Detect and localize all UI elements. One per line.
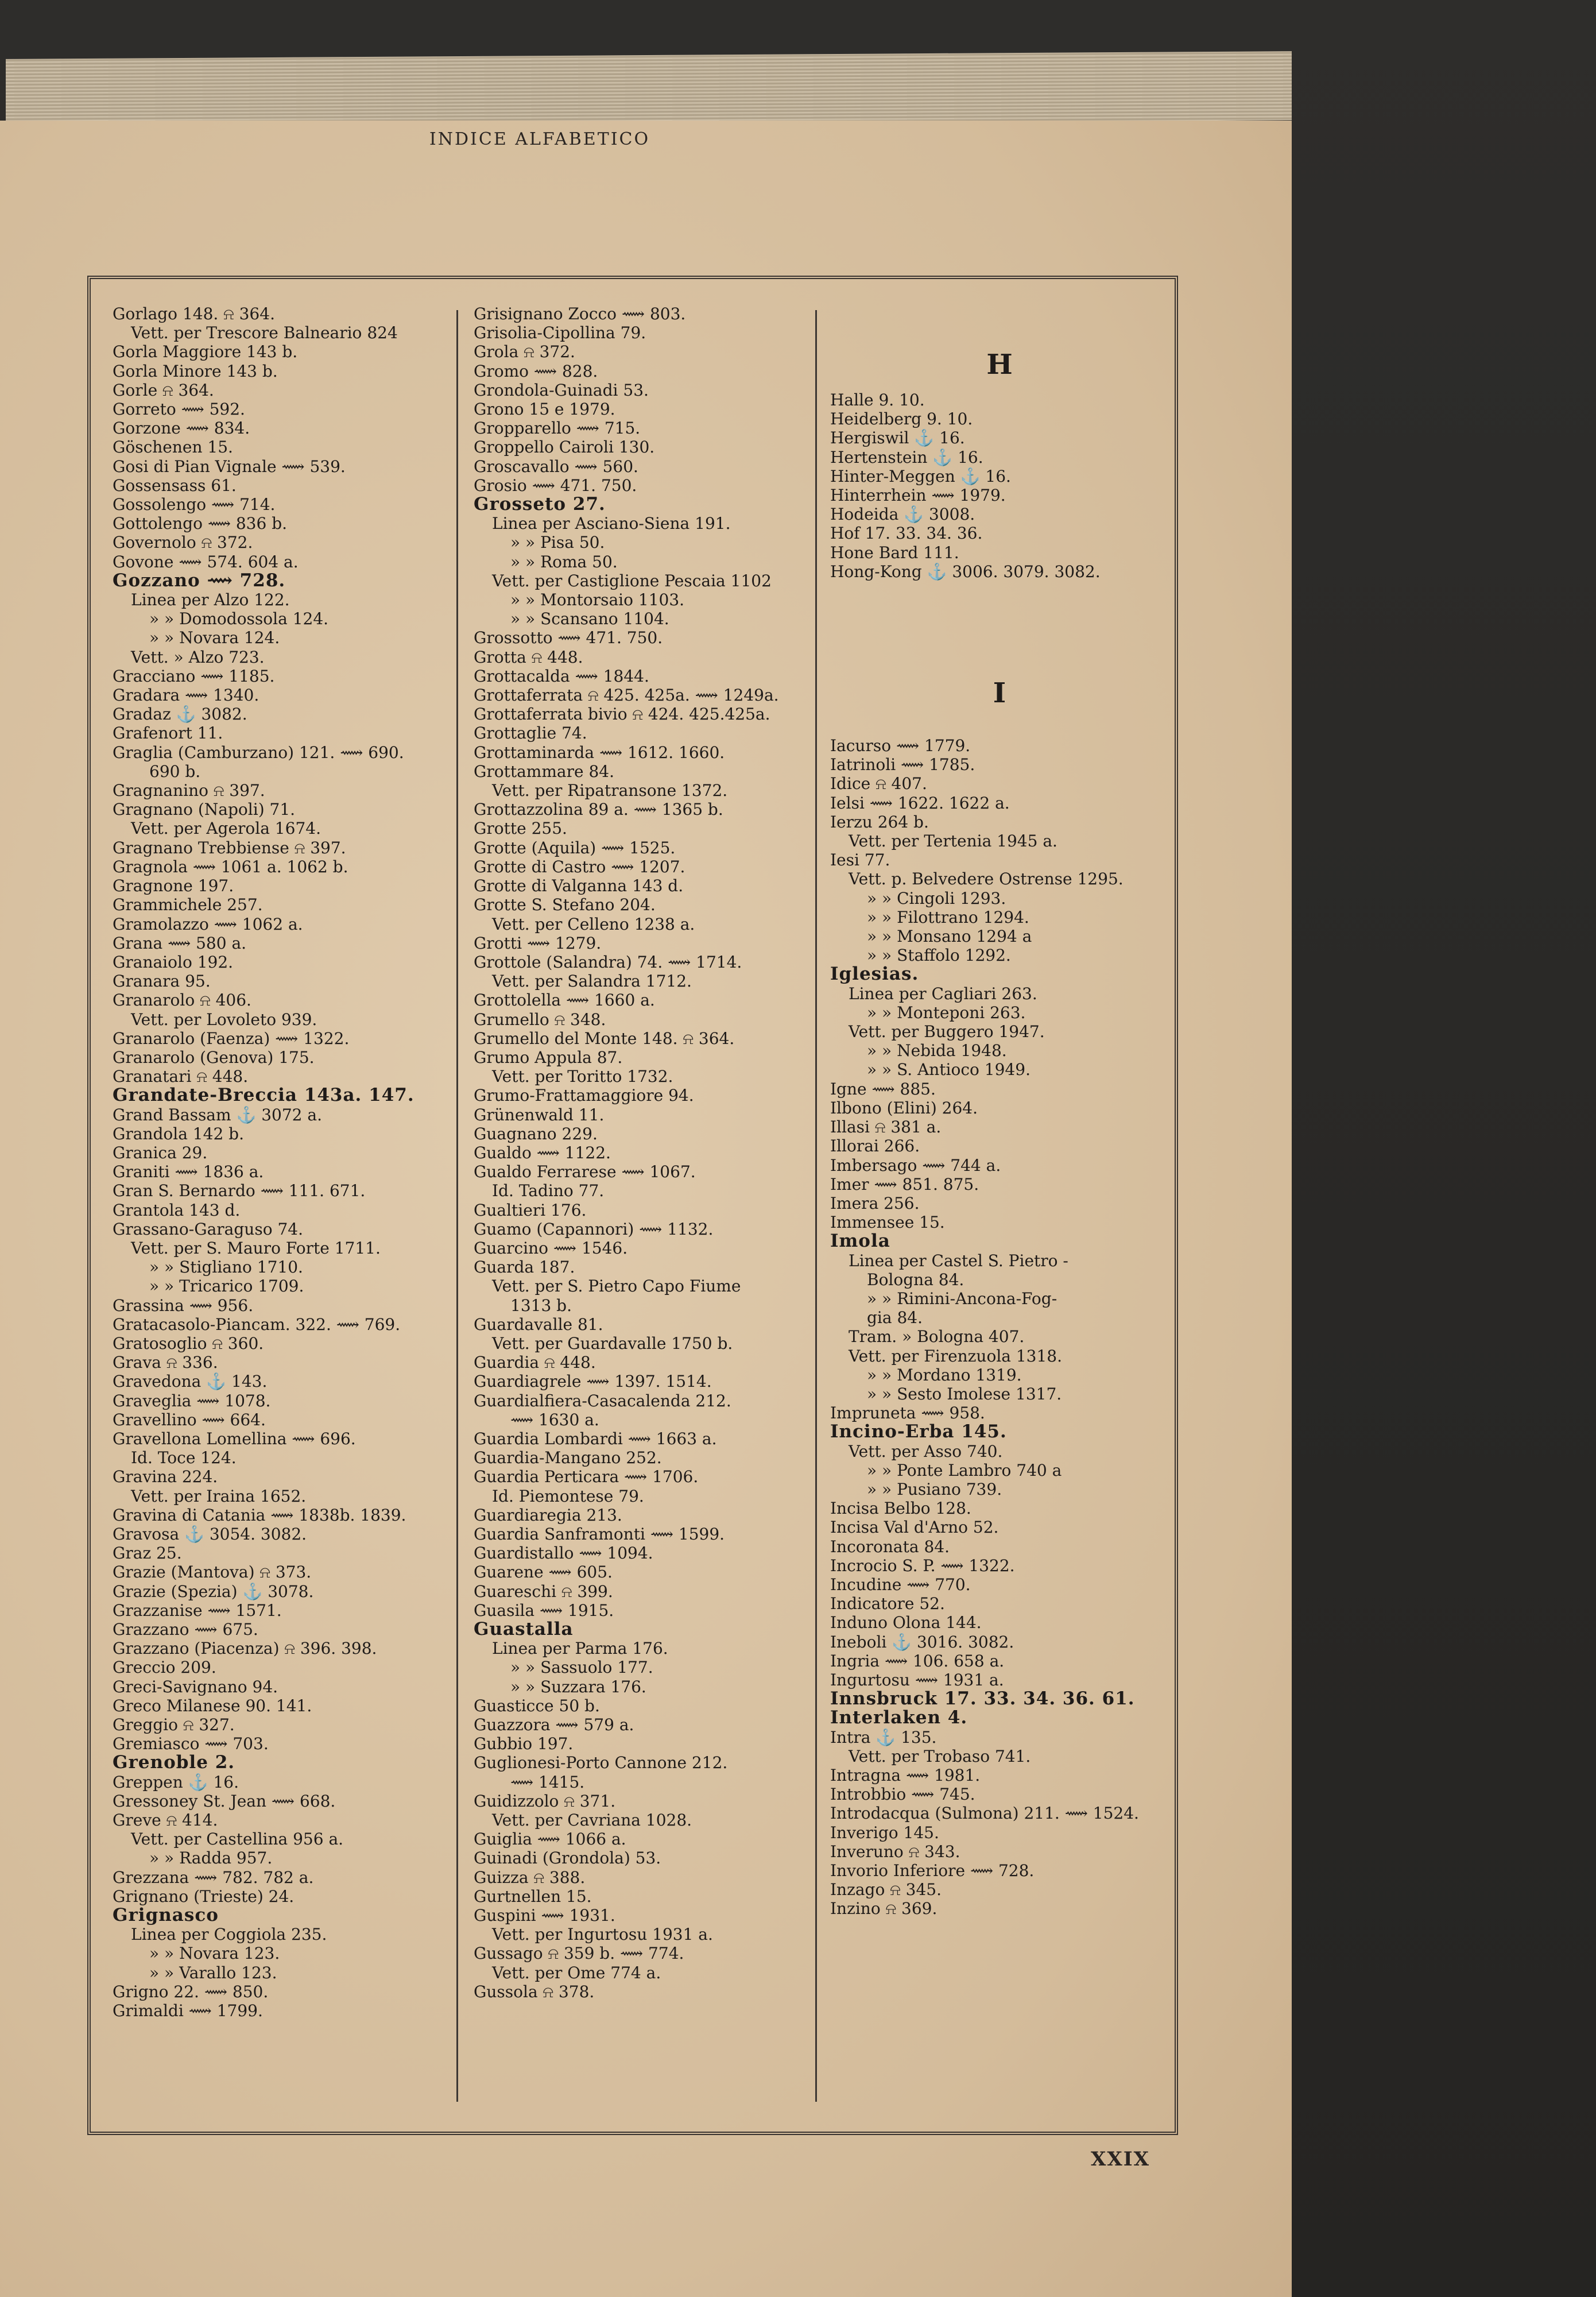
column-rule-2 bbox=[815, 310, 817, 2102]
index-entry: Iglesias. bbox=[830, 964, 919, 985]
index-entry: Grazzanise ⟿ 1571. bbox=[113, 1600, 282, 1620]
index-entry: Impruneta ⟿ 958. bbox=[830, 1403, 985, 1423]
index-entry: Linea per Parma 176. bbox=[492, 1639, 668, 1658]
index-entry: Grazzano (Piacenza) ⍾ 396. 398. bbox=[113, 1639, 377, 1658]
index-column-2 bbox=[474, 304, 812, 2001]
index-entry: Gorle ⍾ 364. bbox=[113, 380, 214, 400]
index-entry: Grisolia-Cipollina 79. bbox=[474, 323, 646, 343]
index-entry: Tram. » Bologna 407. bbox=[849, 1327, 1025, 1347]
index-entry: Hergiswil ⚓ 16. bbox=[830, 428, 965, 448]
index-entry: Guardavalle 81. bbox=[474, 1314, 603, 1334]
index-entry: Grotte di Castro ⟿ 1207. bbox=[474, 857, 685, 876]
index-entry: Gragnano (Napoli) 71. bbox=[113, 800, 296, 819]
index-entry: Heidelberg 9. 10. bbox=[830, 409, 973, 429]
index-entry: Gravellona Lomellina ⟿ 696. bbox=[113, 1429, 356, 1448]
index-entry: Guinadi (Grondola) 53. bbox=[474, 1849, 661, 1868]
index-entry: Grotte (Aquila) ⟿ 1525. bbox=[474, 838, 676, 857]
index-entry: Introdacqua (Sulmona) 211. ⟿ 1524. bbox=[830, 1804, 1139, 1823]
index-entry: Groppello Cairoli 130. bbox=[474, 438, 655, 457]
index-entry: Vett. per Ingurtosu 1931 a. bbox=[492, 1925, 713, 1944]
index-entry: Intra ⚓ 135. bbox=[830, 1727, 937, 1747]
index-entry: ⟿ 1415. bbox=[510, 1772, 585, 1792]
index-entry: Grezzana ⟿ 782. 782 a. bbox=[113, 1867, 314, 1887]
index-entry: Grottaminarda ⟿ 1612. 1660. bbox=[474, 743, 725, 762]
index-entry: Vett. per Cavriana 1028. bbox=[492, 1811, 692, 1830]
index-entry: Gragnola ⟿ 1061 a. 1062 b. bbox=[113, 857, 348, 876]
index-entry: Guardia Sanframonti ⟿ 1599. bbox=[474, 1525, 725, 1544]
index-entry: Incisa Val d'Arno 52. bbox=[830, 1518, 999, 1537]
index-entry: Vett. per Toritto 1732. bbox=[492, 1067, 673, 1086]
index-entry: Bologna 84. bbox=[867, 1270, 964, 1289]
index-entry: Gragnano Trebbiense ⍾ 397. bbox=[113, 838, 346, 857]
index-entry: Guardialfiera-Casacalenda 212. bbox=[474, 1391, 731, 1410]
index-entry: Graz 25. bbox=[113, 1544, 182, 1563]
index-entry: Gubbio 197. bbox=[474, 1734, 574, 1754]
index-entry: Guardiaregia 213. bbox=[474, 1505, 622, 1525]
index-entry: Linea per Cagliari 263. bbox=[849, 984, 1037, 1003]
index-entry: Vett. per Buggero 1947. bbox=[849, 1022, 1045, 1042]
index-entry: Grafenort 11. bbox=[113, 724, 223, 743]
index-entry: Linea per Asciano-Siena 191. bbox=[492, 514, 731, 533]
page-header: INDICE ALFABETICO bbox=[429, 129, 650, 149]
index-entry: Gottolengo ⟿ 836 b. bbox=[113, 514, 288, 533]
index-entry: Guardia ⍾ 448. bbox=[474, 1353, 596, 1372]
index-entry: » » Monsano 1294 a bbox=[867, 927, 1032, 946]
index-entry: Hertenstein ⚓ 16. bbox=[830, 447, 983, 467]
index-entry: Grottaferrata bivio ⍾ 424. 425.425a. bbox=[474, 705, 770, 724]
index-entry: Hong-Kong ⚓ 3006. 3079. 3082. bbox=[830, 562, 1101, 581]
index-entry: » » Rimini-Ancona-Fog- bbox=[867, 1289, 1057, 1308]
index-entry: Induno Olona 144. bbox=[830, 1613, 982, 1633]
index-entry: Gualtieri 176. bbox=[474, 1200, 587, 1220]
index-entry: Grava ⍾ 336. bbox=[113, 1353, 218, 1372]
index-entry: Vett. per Trescore Balneario 824 bbox=[131, 323, 398, 343]
index-entry: Granarolo ⍾ 406. bbox=[113, 991, 251, 1010]
section-letter-i: I bbox=[993, 677, 1006, 710]
index-entry: Gravina 224. bbox=[113, 1467, 218, 1487]
index-entry: Grisignano Zocco ⟿ 803. bbox=[474, 304, 686, 323]
index-entry: Halle 9. 10. bbox=[830, 390, 925, 409]
index-entry: » » Varallo 123. bbox=[149, 1963, 277, 1982]
index-entry: » » Suzzara 176. bbox=[510, 1677, 646, 1696]
index-entry: Greci-Savignano 94. bbox=[113, 1677, 278, 1696]
index-entry: Gualdo Ferrarese ⟿ 1067. bbox=[474, 1162, 696, 1182]
index-entry: Groscavallo ⟿ 560. bbox=[474, 457, 638, 476]
index-entry: » » Domodossola 124. bbox=[149, 609, 329, 629]
index-entry: 1313 b. bbox=[510, 1296, 572, 1315]
index-entry: Imera 256. bbox=[830, 1193, 920, 1213]
index-entry: Id. Piemontese 79. bbox=[492, 1486, 644, 1506]
index-entry: Grottazzolina 89 a. ⟿ 1365 b. bbox=[474, 800, 723, 819]
index-entry: » » Sassuolo 177. bbox=[510, 1658, 653, 1677]
index-entry: Gragnanino ⍾ 397. bbox=[113, 781, 265, 801]
index-entry: Guardia Perticara ⟿ 1706. bbox=[474, 1467, 699, 1487]
section-i-entries bbox=[830, 736, 1169, 1919]
index-entry: Ingria ⟿ 106. 658 a. bbox=[830, 1651, 1005, 1670]
index-entry: Interlaken 4. bbox=[830, 1707, 968, 1728]
index-entry: Incino-Erba 145. bbox=[830, 1421, 1007, 1443]
index-entry: Guamo (Capannori) ⟿ 1132. bbox=[474, 1219, 714, 1239]
index-entry: Grünenwald 11. bbox=[474, 1105, 605, 1124]
index-entry: Gurtnellen 15. bbox=[474, 1886, 592, 1906]
index-entry: Gravellino ⟿ 664. bbox=[113, 1410, 266, 1429]
index-entry: Gussola ⍾ 378. bbox=[474, 1982, 595, 2001]
index-entry: Grondola-Guinadi 53. bbox=[474, 380, 649, 400]
index-entry: Gorlago 148. ⍾ 364. bbox=[113, 304, 275, 323]
index-entry: Vett. per Ripatransone 1372. bbox=[492, 781, 728, 801]
index-entry: Vett. per S. Mauro Forte 1711. bbox=[131, 1238, 381, 1258]
index-entry: gia 84. bbox=[867, 1308, 923, 1328]
index-entry: Grana ⟿ 580 a. bbox=[113, 933, 247, 953]
index-entry: Grenoble 2. bbox=[113, 1752, 235, 1773]
index-entry: Grotti ⟿ 1279. bbox=[474, 933, 602, 953]
index-entry: Grassano-Garaguso 74. bbox=[113, 1219, 303, 1239]
index-entry: Vett. per Trobaso 741. bbox=[849, 1746, 1031, 1766]
index-entry: Governolo ⍾ 372. bbox=[113, 533, 253, 552]
index-entry: Grignasco bbox=[113, 1905, 219, 1926]
index-entry: Grotte di Valganna 143 d. bbox=[474, 876, 684, 896]
index-entry: 690 b. bbox=[149, 761, 201, 781]
index-entry: Inverigo 145. bbox=[830, 1823, 939, 1842]
index-entry: Incoronata 84. bbox=[830, 1537, 950, 1556]
index-entry: Vett. » Alzo 723. bbox=[131, 647, 265, 667]
index-entry: Vett. per Asso 740. bbox=[849, 1441, 1003, 1461]
index-entry: Linea per Castel S. Pietro - bbox=[849, 1251, 1068, 1270]
index-entry: Göschenen 15. bbox=[113, 438, 233, 457]
column-rule-1 bbox=[456, 310, 458, 2102]
index-entry: Ineboli ⚓ 3016. 3082. bbox=[830, 1632, 1014, 1652]
index-entry: Grotta ⍾ 448. bbox=[474, 647, 583, 667]
index-entry: Imbersago ⟿ 744 a. bbox=[830, 1155, 1001, 1175]
index-entry: Gran S. Bernardo ⟿ 111. 671. bbox=[113, 1181, 366, 1201]
index-entry: Grimaldi ⟿ 1799. bbox=[113, 2001, 263, 2021]
index-entry: Inveruno ⍾ 343. bbox=[830, 1842, 960, 1861]
index-entry: » » Sesto Imolese 1317. bbox=[867, 1384, 1062, 1403]
index-entry: Guardistallo ⟿ 1094. bbox=[474, 1544, 653, 1563]
index-entry: Grottaglie 74. bbox=[474, 724, 587, 743]
index-entry: Hodeida ⚓ 3008. bbox=[830, 505, 975, 524]
index-entry: Guspini ⟿ 1931. bbox=[474, 1906, 615, 1925]
index-entry: Introbbio ⟿ 745. bbox=[830, 1785, 975, 1804]
index-entry: Ilbono (Elini) 264. bbox=[830, 1098, 978, 1117]
index-entry: Gratosoglio ⍾ 360. bbox=[113, 1333, 264, 1353]
index-entry: Invorio Inferiore ⟿ 728. bbox=[830, 1861, 1035, 1881]
index-entry: Grottole (Salandra) 74. ⟿ 1714. bbox=[474, 952, 742, 972]
index-entry: Guardiagrele ⟿ 1397. 1514. bbox=[474, 1372, 712, 1391]
section-spacer bbox=[830, 581, 1169, 667]
index-entry: » » Pusiano 739. bbox=[867, 1479, 1002, 1499]
index-entry: Grigno 22. ⟿ 850. bbox=[113, 1982, 269, 2001]
index-entry: Gorla Maggiore 143 b. bbox=[113, 342, 298, 362]
index-entry: Vett. per Firenzuola 1318. bbox=[849, 1346, 1063, 1366]
index-entry: Illasi ⍾ 381 a. bbox=[830, 1117, 942, 1137]
index-entry: Grantola 143 d. bbox=[113, 1200, 241, 1220]
index-entry: Immensee 15. bbox=[830, 1213, 945, 1232]
index-entry: Gravosa ⚓ 3054. 3082. bbox=[113, 1525, 307, 1544]
index-entry: Guasticce 50 b. bbox=[474, 1696, 600, 1715]
index-entry: Hinter-Meggen ⚓ 16. bbox=[830, 466, 1011, 486]
index-entry: Gracciano ⟿ 1185. bbox=[113, 666, 275, 686]
index-entry: Gravina di Catania ⟿ 1838b. 1839. bbox=[113, 1505, 406, 1525]
index-entry: Innsbruck 17. 33. 34. 36. 61. bbox=[830, 1688, 1135, 1710]
index-entry: Govone ⟿ 574. 604 a. bbox=[113, 552, 299, 571]
index-entry: Grandola 142 b. bbox=[113, 1124, 244, 1143]
index-entry: Grosseto 27. bbox=[474, 494, 606, 515]
index-entry: » » Monteponi 263. bbox=[867, 1003, 1026, 1022]
index-entry: Grola ⍾ 372. bbox=[474, 342, 575, 362]
index-entry: Guidizzolo ⍾ 371. bbox=[474, 1791, 616, 1811]
index-entry: » » Ponte Lambro 740 a bbox=[867, 1460, 1062, 1480]
index-entry: Granarolo (Faenza) ⟿ 1322. bbox=[113, 1028, 350, 1048]
index-entry: Incisa Belbo 128. bbox=[830, 1499, 971, 1518]
index-entry: » » Novara 123. bbox=[149, 1944, 280, 1963]
book-page-edges bbox=[6, 51, 1292, 128]
index-entry: Vett. per Tertenia 1945 a. bbox=[849, 832, 1057, 851]
index-entry: Ingurtosu ⟿ 1931 a. bbox=[830, 1670, 1004, 1689]
index-entry: Igne ⟿ 885. bbox=[830, 1079, 936, 1099]
index-entry: Gussago ⍾ 359 b. ⟿ 774. bbox=[474, 1944, 684, 1963]
index-entry: Vett. per Castiglione Pescaia 1102 bbox=[492, 571, 772, 590]
index-entry: Vett. per Guardavalle 1750 b. bbox=[492, 1333, 733, 1353]
index-entry: Granaiolo 192. bbox=[113, 952, 234, 972]
section-spacer bbox=[830, 304, 1169, 339]
index-entry: Gorzone ⟿ 834. bbox=[113, 419, 250, 438]
index-entry: » » Nebida 1948. bbox=[867, 1041, 1007, 1061]
index-entry: Grignano (Trieste) 24. bbox=[113, 1886, 295, 1906]
index-entry: Grono 15 e 1979. bbox=[474, 400, 615, 419]
index-entry: Grazie (Mantova) ⍾ 373. bbox=[113, 1563, 312, 1582]
index-entry: Gremiasco ⟿ 703. bbox=[113, 1734, 269, 1754]
index-entry: Guizza ⍾ 388. bbox=[474, 1867, 586, 1887]
index-entry: Vett. per Celleno 1238 a. bbox=[492, 914, 695, 934]
index-entry: Gratacasolo-Piancam. 322. ⟿ 769. bbox=[113, 1314, 401, 1334]
index-entry: Gorreto ⟿ 592. bbox=[113, 400, 245, 419]
index-entry: Idice ⍾ 407. bbox=[830, 774, 927, 794]
index-entry: Graniti ⟿ 1836 a. bbox=[113, 1162, 264, 1182]
index-entry: » » Staffolo 1292. bbox=[867, 946, 1011, 965]
index-entry: » » Tricarico 1709. bbox=[149, 1277, 304, 1296]
index-entry: Vett. per Castellina 956 a. bbox=[131, 1830, 344, 1849]
index-entry: Illorai 266. bbox=[830, 1136, 920, 1156]
index-entry: Guglionesi-Porto Cannone 212. bbox=[474, 1753, 728, 1773]
index-entry: Grumo-Frattamaggiore 94. bbox=[474, 1086, 694, 1105]
index-entry: Granara 95. bbox=[113, 972, 211, 991]
index-entry: Ierzu 264 b. bbox=[830, 812, 929, 832]
index-entry: Vett. p. Belvedere Ostrense 1295. bbox=[849, 869, 1124, 889]
index-entry: Linea per Alzo 122. bbox=[131, 590, 290, 610]
index-entry: Grossotto ⟿ 471. 750. bbox=[474, 628, 663, 648]
index-entry: Vett. per Ome 774 a. bbox=[492, 1963, 661, 1982]
index-entry: Gossensass 61. bbox=[113, 475, 237, 495]
index-entry: Indicatore 52. bbox=[830, 1594, 945, 1614]
index-entry: Grottammare 84. bbox=[474, 761, 614, 781]
index-entry: Granatari ⍾ 448. bbox=[113, 1067, 249, 1086]
index-entry: Gropparello ⟿ 715. bbox=[474, 419, 641, 438]
index-entry: Gragnone 197. bbox=[113, 876, 234, 896]
index-entry: Greggio ⍾ 327. bbox=[113, 1715, 235, 1735]
index-entry: Grottacalda ⟿ 1844. bbox=[474, 666, 649, 686]
index-entry: » » Radda 957. bbox=[149, 1849, 273, 1868]
index-entry: Grumello del Monte 148. ⍾ 364. bbox=[474, 1028, 735, 1048]
index-entry: Iesi 77. bbox=[830, 850, 890, 870]
index-entry: Greccio 209. bbox=[113, 1658, 216, 1677]
index-entry: Guareschi ⍾ 399. bbox=[474, 1581, 613, 1601]
index-column-3 bbox=[830, 304, 1169, 1919]
index-entry: Id. Tadino 77. bbox=[492, 1181, 605, 1201]
index-entry: Gozzano ⟿ 728. bbox=[113, 570, 286, 591]
index-entry: Guarcino ⟿ 1546. bbox=[474, 1238, 628, 1258]
index-entry: Vett. per Agerola 1674. bbox=[131, 819, 321, 838]
index-entry: Imola bbox=[830, 1231, 890, 1252]
index-entry: Grassina ⟿ 956. bbox=[113, 1296, 254, 1315]
index-entry: Grand Bassam ⚓ 3072 a. bbox=[113, 1105, 322, 1124]
index-entry: Incudine ⟿ 770. bbox=[830, 1575, 971, 1594]
index-entry: Graglia (Camburzano) 121. ⟿ 690. bbox=[113, 743, 404, 762]
index-entry: Gromo ⟿ 828. bbox=[474, 361, 598, 381]
index-entry: » » Pisa 50. bbox=[510, 533, 605, 552]
index-entry: Gravedona ⚓ 143. bbox=[113, 1372, 268, 1391]
index-entry: Hof 17. 33. 34. 36. bbox=[830, 524, 983, 543]
index-entry: » » S. Antioco 1949. bbox=[867, 1060, 1031, 1080]
index-entry: » » Filottrano 1294. bbox=[867, 907, 1029, 927]
section-h-entries bbox=[830, 390, 1169, 581]
index-entry: Grottolella ⟿ 1660 a. bbox=[474, 991, 655, 1010]
index-entry: Ielsi ⟿ 1622. 1622 a. bbox=[830, 793, 1010, 813]
index-entry: Gossolengo ⟿ 714. bbox=[113, 495, 276, 515]
index-entry: Id. Toce 124. bbox=[131, 1448, 237, 1468]
section-letter-h: H bbox=[986, 349, 1013, 381]
index-entry: Guardia Lombardi ⟿ 1663 a. bbox=[474, 1429, 717, 1448]
index-entry: Greco Milanese 90. 141. bbox=[113, 1696, 312, 1715]
index-entry: Grazzano ⟿ 675. bbox=[113, 1620, 258, 1639]
index-entry: Hone Bard 111. bbox=[830, 543, 959, 562]
index-entry: Gressoney St. Jean ⟿ 668. bbox=[113, 1791, 336, 1811]
index-entry: Guagnano 229. bbox=[474, 1124, 598, 1143]
index-entry: Grotte 255. bbox=[474, 819, 567, 838]
index-entry: Grammichele 257. bbox=[113, 895, 263, 915]
index-entry: Graveglia ⟿ 1078. bbox=[113, 1391, 271, 1410]
index-entry: » » Mordano 1319. bbox=[867, 1365, 1022, 1385]
index-entry: Guiglia ⟿ 1066 a. bbox=[474, 1830, 626, 1849]
index-entry: » » Roma 50. bbox=[510, 552, 618, 571]
index-entry: Grazie (Spezia) ⚓ 3078. bbox=[113, 1581, 314, 1601]
index-entry: » » Cingoli 1293. bbox=[867, 888, 1006, 908]
index-entry: Guazzora ⟿ 579 a. bbox=[474, 1715, 634, 1735]
index-entry: Intragna ⟿ 1981. bbox=[830, 1766, 981, 1785]
index-entry: Gosi di Pian Vignale ⟿ 539. bbox=[113, 457, 346, 476]
index-entry: Granica 29. bbox=[113, 1143, 208, 1162]
index-entry: Grumo Appula 87. bbox=[474, 1047, 623, 1067]
index-entry: » » Novara 124. bbox=[149, 628, 280, 648]
index-entry: Vett. per S. Pietro Capo Fiume bbox=[492, 1277, 741, 1296]
index-entry: Iacurso ⟿ 1779. bbox=[830, 736, 971, 756]
index-entry: Hinterrhein ⟿ 1979. bbox=[830, 486, 1006, 505]
index-entry: Grosio ⟿ 471. 750. bbox=[474, 475, 637, 495]
index-entry: Vett. per Lovoleto 939. bbox=[131, 1010, 317, 1029]
index-entry: Gradaz ⚓ 3082. bbox=[113, 705, 247, 724]
index-entry: Grandate-Breccia 143a. 147. bbox=[113, 1085, 415, 1106]
index-entry: Inzago ⍾ 345. bbox=[830, 1880, 942, 1900]
index-entry: Vett. per Iraina 1652. bbox=[131, 1486, 307, 1506]
index-entry: Gradara ⟿ 1340. bbox=[113, 686, 259, 705]
index-entry: Inzino ⍾ 369. bbox=[830, 1899, 938, 1919]
page-number: XXIX bbox=[1091, 2148, 1150, 2171]
index-entry: Greppen ⚓ 16. bbox=[113, 1772, 239, 1792]
index-entry: Gorla Minore 143 b. bbox=[113, 361, 278, 381]
index-entry: Guardia-Mangano 252. bbox=[474, 1448, 662, 1468]
index-entry: ⟿ 1630 a. bbox=[510, 1410, 599, 1429]
index-entry: Imer ⟿ 851. 875. bbox=[830, 1174, 979, 1194]
index-entry: Vett. per Salandra 1712. bbox=[492, 972, 692, 991]
index-entry: Iatrinoli ⟿ 1785. bbox=[830, 755, 975, 775]
index-entry: » » Stigliano 1710. bbox=[149, 1258, 303, 1277]
index-entry: Gualdo ⟿ 1122. bbox=[474, 1143, 611, 1162]
index-entry: Guarda 187. bbox=[474, 1258, 575, 1277]
index-entry: Grotte S. Stefano 204. bbox=[474, 895, 656, 915]
index-entry: Granarolo (Genova) 175. bbox=[113, 1047, 315, 1067]
index-entry: Guastalla bbox=[474, 1619, 574, 1640]
index-entry: Linea per Coggiola 235. bbox=[131, 1925, 327, 1944]
index-entry: Greve ⍾ 414. bbox=[113, 1811, 218, 1830]
index-entry: Guasila ⟿ 1915. bbox=[474, 1600, 614, 1620]
index-entry: » » Montorsaio 1103. bbox=[510, 590, 685, 610]
index-entry: Guarene ⟿ 605. bbox=[474, 1563, 613, 1582]
index-entry: Grottaferrata ⍾ 425. 425a. ⟿ 1249a. bbox=[474, 686, 779, 705]
index-entry: Gramolazzo ⟿ 1062 a. bbox=[113, 914, 303, 934]
index-entry: Incrocio S. P. ⟿ 1322. bbox=[830, 1556, 1015, 1575]
index-column-1 bbox=[113, 304, 451, 2020]
index-entry: Grumello ⍾ 348. bbox=[474, 1010, 606, 1029]
index-entry: » » Scansano 1104. bbox=[510, 609, 669, 629]
